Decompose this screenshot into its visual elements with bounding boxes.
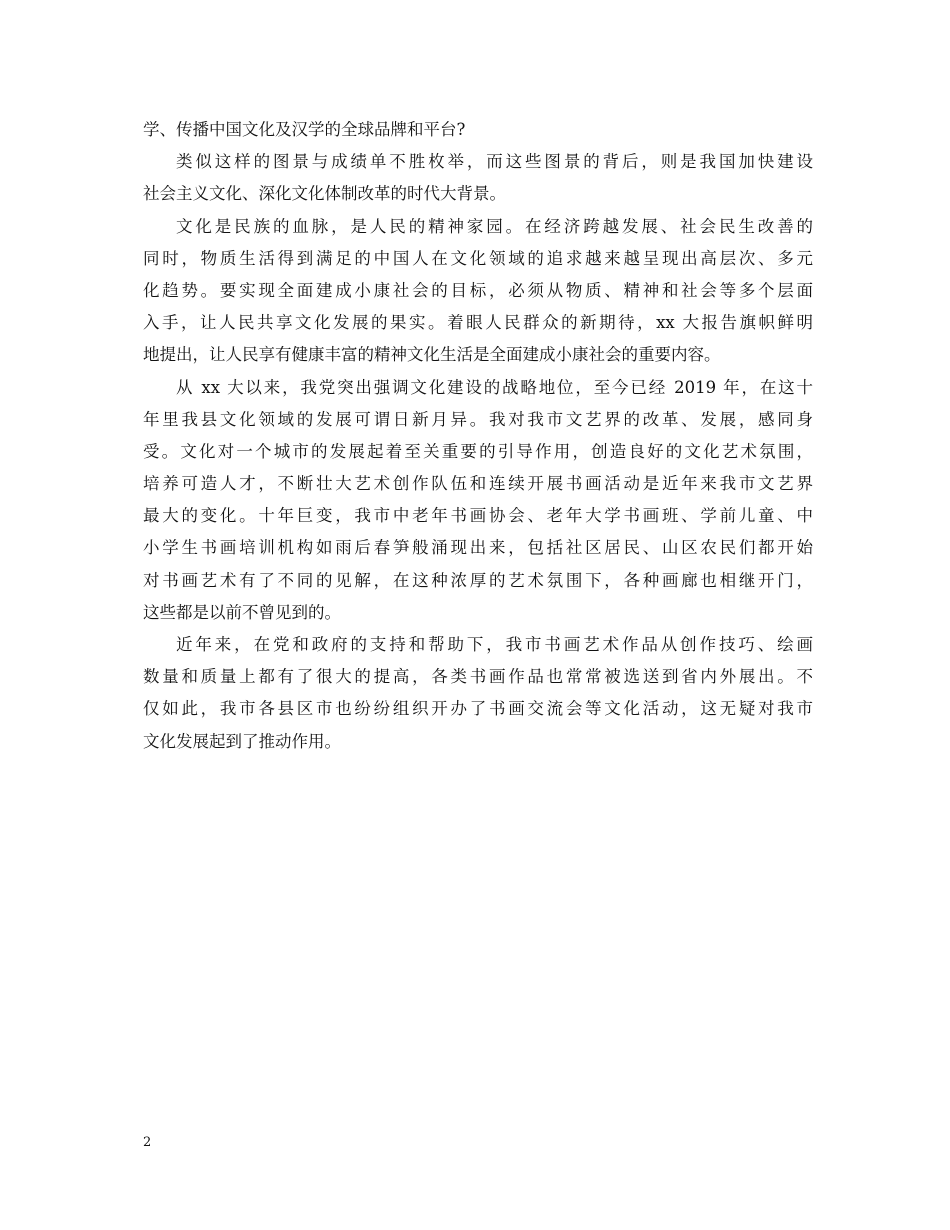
text-line: 地提出，让人民享有健康丰富的精神文化生活是全面建成小康社会的重要内容。 <box>143 345 721 365</box>
text-line: 受。文化对一个城市的发展起着至关重要的引导作用，创造良好的文化艺术氛围， <box>143 441 813 461</box>
paragraph-4 <box>143 372 813 630</box>
paragraph-2 <box>143 146 813 210</box>
text-line: 社会主义文化、深化文化体制改革的时代大背景。 <box>143 184 506 204</box>
document-body <box>143 114 813 758</box>
text-line: 这些都是以前不曾见到的。 <box>143 602 341 622</box>
text-line: 培养可造人才，不断壮大艺术创作队伍和连续开展书画活动是近年来我市文艺界 <box>143 474 813 494</box>
text-line: 入手，让人民共享文化发展的果实。着眼人民群众的新期待，xx 大报告旗帜鲜明 <box>143 313 813 333</box>
text-line: 仅如此，我市各县区市也纷纷组织开办了书画交流会等文化活动，这无疑对我市 <box>143 699 813 719</box>
text-line: 对书画艺术有了不同的见解，在这种浓厚的艺术氛围下，各种画廊也相继开门， <box>143 570 813 590</box>
paragraph-5 <box>143 629 813 758</box>
text-line: 最大的变化。十年巨变，我市中老年书画协会、老年大学书画班、学前儿童、中 <box>143 506 813 526</box>
text-line: 年里我县文化领域的发展可谓日新月异。我对我市文艺界的改革、发展，感同身 <box>143 409 813 429</box>
text-line: 学、传播中国文化及汉学的全球品牌和平台? <box>143 120 466 139</box>
text-line: 化趋势。要实现全面建成小康社会的目标，必须从物质、精神和社会等多个层面 <box>143 280 813 300</box>
text-line: 近年来，在党和政府的支持和帮助下，我市书画艺术作品从创作技巧、绘画 <box>176 635 813 654</box>
text-line: 数量和质量上都有了很大的提高，各类书画作品也常常被选送到省内外展出。不 <box>143 667 813 687</box>
text-line: 小学生书画培训机构如雨后春笋般涌现出来，包括社区居民、山区农民们都开始 <box>143 538 813 558</box>
page-number: 2 <box>143 1135 152 1150</box>
text-line: 同时，物质生活得到满足的中国人在文化领域的追求越来越呈现出高层次、多元 <box>143 248 813 268</box>
text-line: 文化发展起到了推动作用。 <box>143 731 341 751</box>
text-line: 从 xx 大以来，我党突出强调文化建设的战略地位，至今已经 2019 年，在这十 <box>176 377 813 397</box>
paragraph-1 <box>143 114 813 146</box>
paragraph-3 <box>143 211 813 372</box>
text-line: 文化是民族的血脉，是人民的精神家园。在经济跨越发展、社会民生改善的 <box>176 216 813 236</box>
text-line: 类似这样的图景与成绩单不胜枚举，而这些图景的背后，则是我国加快建设 <box>176 152 813 172</box>
